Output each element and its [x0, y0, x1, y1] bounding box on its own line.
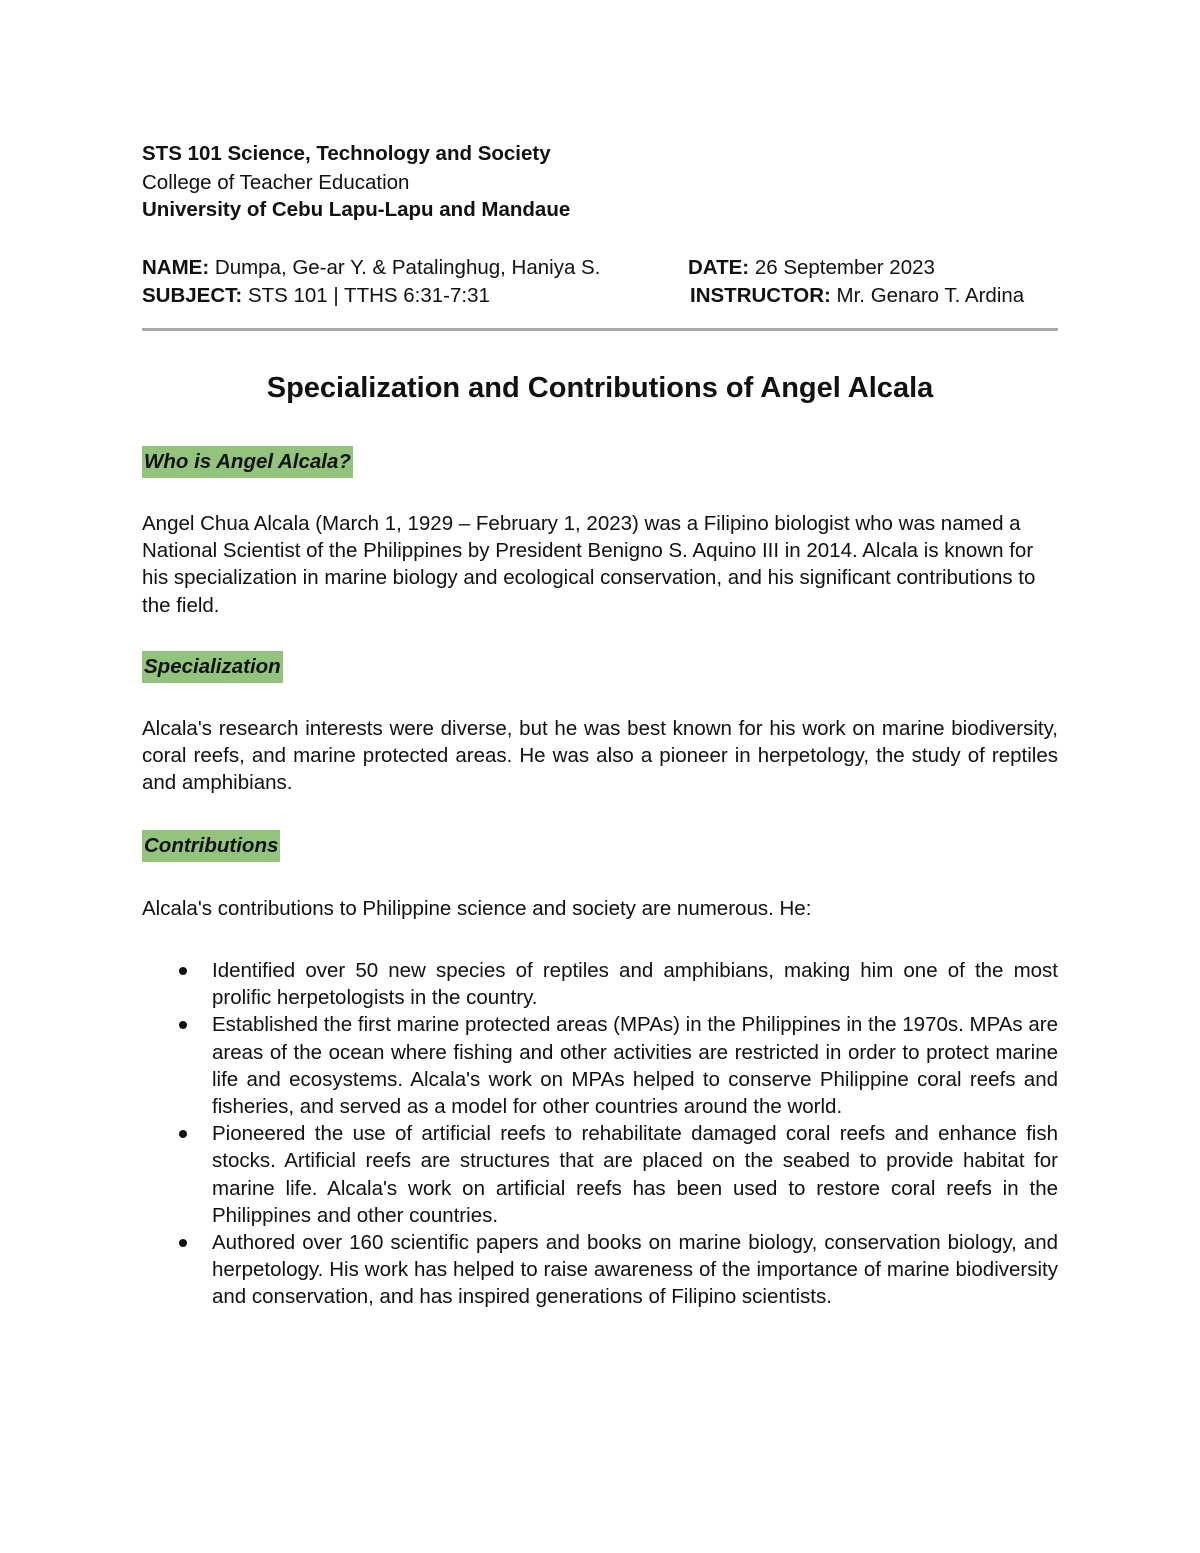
list-item: [142, 1011, 1058, 1120]
list-item-text: Authored over 160 scientific papers and books on marine biology, conservation biology, and herpetology. His work has helped to raise awareness of the importance of marine biodiversity and conservation, and has inspired generations of Filipino scientists.: [212, 1231, 1058, 1309]
bullet-icon: [179, 967, 187, 975]
date-label: DATE:: [688, 256, 750, 279]
date-value: 26 September 2023: [749, 256, 935, 279]
heading-contributions: Contributions: [142, 830, 280, 862]
course-title: STS 101 Science, Technology and Society: [142, 142, 551, 165]
name-label: NAME:: [142, 256, 210, 279]
instructor-label: INSTRUCTOR:: [690, 284, 831, 307]
list-item: [142, 1120, 1058, 1229]
subject-value: STS 101 | TTHS 6:31-7:31: [242, 284, 490, 307]
name-field: [142, 254, 600, 282]
contributions-intro: Alcala's contributions to Philippine science and society are numerous. He:: [142, 897, 812, 920]
bullet-icon: [179, 1239, 187, 1247]
specialization-body-paragraph: Alcala's research interests were diverse, but he was best known for his work on marine biodiversity, coral reefs, and marine protected areas. He was also a pioneer in herpetology, the study of reptiles and amphibians.: [142, 717, 1058, 795]
who-body-paragraph: Angel Chua Alcala (March 1, 1929 – February 1, 2023) was a Filipino biologist who was named a National Scientist of the Philippines by President Benigno S. Aquino III in 2014. Alcala is known for his specialization in marine biology and ecological conservation, and his significant contributions to the field.: [142, 512, 1036, 617]
contributions-list: [142, 957, 1058, 1311]
university-name: University of Cebu Lapu-Lapu and Mandaue: [142, 198, 571, 221]
subject-label: SUBJECT:: [142, 284, 243, 307]
header-divider: [142, 328, 1058, 331]
college-name: College of Teacher Education: [142, 171, 410, 194]
subject-field: [142, 282, 490, 310]
instructor-value: Mr. Genaro T. Ardina: [830, 284, 1025, 307]
heading-who-is-angel-alcala: Who is Angel Alcala?: [142, 446, 353, 478]
instructor-field: [690, 282, 1024, 310]
bullet-icon: [179, 1130, 187, 1138]
list-item: [142, 1229, 1058, 1311]
bullet-icon: [179, 1021, 187, 1029]
document-title: Specialization and Contributions of Angel Alcala: [266, 372, 934, 404]
list-item: [142, 957, 1058, 1011]
name-value: Dumpa, Ge-ar Y. & Patalinghug, Haniya S.: [209, 256, 601, 279]
heading-specialization: Specialization: [142, 651, 283, 683]
list-item-text: Established the first marine protected areas (MPAs) in the Philippines in the 1970s. MPAs are areas of the ocean where fishing and other activities are restricted in order to protect marine life and ecosystems. Alcala's work on MPAs helped to conserve Philippine coral reefs and fisheries, and served as a model for other countries around the world.: [212, 1013, 1058, 1119]
list-item-text: Identified over 50 new species of reptiles and amphibians, making him one of the most prolific herpetologists in the country.: [212, 959, 1058, 1010]
list-item-text: Pioneered the use of artificial reefs to rehabilitate damaged coral reefs and enhance fish stocks. Artificial reefs are structures that are placed on the seabed to provide habitat for marine life. Alcala's work on artificial reefs has been used to restore coral reefs in the Philippines and other countries.: [212, 1122, 1058, 1227]
date-field: [688, 254, 935, 282]
